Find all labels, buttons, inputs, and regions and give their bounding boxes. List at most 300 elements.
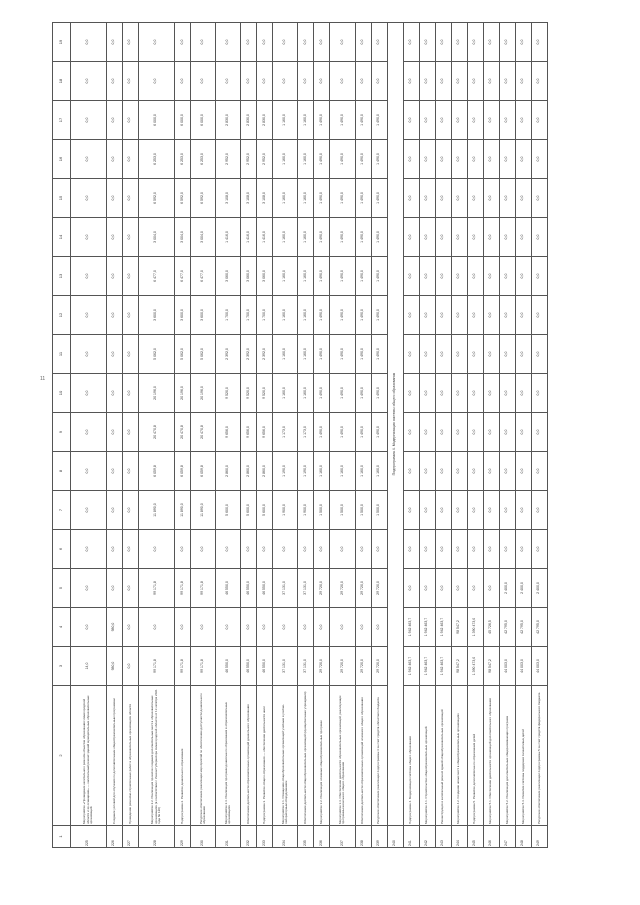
value-cell: 42 795,0 — [499, 608, 515, 647]
rotated-landscape-page — [52, 39, 548, 848]
value-cell: 0,0 — [499, 101, 515, 140]
value-cell: 0,0 — [515, 296, 531, 335]
value-cell: 0,0 — [70, 62, 106, 101]
row-name: Подпрограмма 4. Модернизация системы общего образования — [403, 686, 419, 826]
row-name: Ресурсное обеспечение реализации подпрограммы 5 за счет средств федерального бюджета — [531, 686, 547, 826]
value-cell: 0,0 — [499, 452, 515, 491]
row-name: Обеспечение деятельности общеобразовательных организаций (муниципальные учреждения) — [298, 686, 314, 826]
table-row — [257, 23, 273, 848]
value-cell: 1 942 463,7 — [403, 647, 419, 686]
value-cell: 0,0 — [216, 608, 241, 647]
row-name: Подпрограмма 2. Развитие дошкольного образования — [174, 686, 190, 826]
value-cell: 0,0 — [106, 569, 122, 608]
row-number: 239 — [371, 826, 387, 848]
value-cell: 1 942 463,7 — [403, 608, 419, 647]
value-cell: 0,0 — [435, 335, 451, 374]
value-cell: 0,0 — [435, 257, 451, 296]
table-header-row — [53, 23, 71, 848]
value-cell: 1 490,0 — [371, 374, 387, 413]
value-cell: 2 392,0 — [257, 335, 273, 374]
value-cell: 0,0 — [216, 23, 241, 62]
value-cell: 0,0 — [106, 413, 122, 452]
value-cell: 42 795,0 — [515, 608, 531, 647]
value-cell: 0,0 — [403, 530, 419, 569]
value-cell: 0,0 — [515, 452, 531, 491]
value-cell: 0,0 — [467, 179, 483, 218]
value-cell: 6 592,0 — [174, 179, 190, 218]
value-cell: 0,0 — [419, 62, 435, 101]
value-cell: 0,0 — [419, 413, 435, 452]
value-cell: 46 550,0 — [257, 647, 273, 686]
value-cell: 29 720,0 — [355, 569, 371, 608]
value-cell: 0,0 — [531, 374, 547, 413]
row-name: Ресурсное обеспечение реализации мероприятий по обеспечению доступности дошкольного образования — [190, 686, 215, 826]
value-cell: 0,0 — [70, 179, 106, 218]
row-number: 235 — [298, 826, 314, 848]
table-row — [314, 23, 330, 848]
table-row — [241, 23, 257, 848]
value-cell: 0,0 — [106, 257, 122, 296]
value-cell: 1 160,0 — [273, 296, 298, 335]
value-cell: 0,0 — [298, 530, 314, 569]
value-cell: 3 004,0 — [190, 218, 215, 257]
value-cell: 0,0 — [483, 374, 499, 413]
value-cell: 46 550,0 — [216, 569, 241, 608]
value-cell: 1 490,0 — [330, 101, 355, 140]
value-cell: 0,0 — [483, 140, 499, 179]
row-number: 231 — [216, 826, 241, 848]
value-cell: 0,0 — [174, 23, 190, 62]
value-cell: 0,0 — [122, 179, 138, 218]
value-cell: 20 470,8 — [138, 413, 174, 452]
table-row — [355, 23, 371, 848]
value-cell: 0,0 — [451, 257, 467, 296]
value-cell: 1 490,0 — [355, 140, 371, 179]
value-cell: 0,0 — [435, 140, 451, 179]
value-cell: 0,0 — [273, 62, 298, 101]
value-cell: 2 952,0 — [241, 140, 257, 179]
value-cell: 0,0 — [419, 296, 435, 335]
value-cell: 1 390 473,0 — [467, 608, 483, 647]
value-cell: 0,0 — [419, 569, 435, 608]
value-cell: 0,0 — [419, 101, 435, 140]
value-cell: 980,0 — [106, 647, 122, 686]
value-cell: 46 550,0 — [257, 569, 273, 608]
value-cell: 0,0 — [106, 296, 122, 335]
value-cell: 0,0 — [138, 62, 174, 101]
value-cell: 0,0 — [531, 62, 547, 101]
value-cell: 6 592,0 — [138, 179, 174, 218]
header-cell: 8 — [53, 452, 71, 491]
header-cell: 6 — [53, 530, 71, 569]
value-cell: 1 190,0 — [273, 452, 298, 491]
value-cell: 0,0 — [70, 101, 106, 140]
value-cell: 1 490,0 — [371, 335, 387, 374]
value-cell: 1 490,0 — [330, 140, 355, 179]
value-cell: 0,0 — [435, 62, 451, 101]
row-number: 249 — [531, 826, 547, 848]
row-name: Проведение ремонтно-строительных работ в образовательных организациях области — [122, 686, 138, 826]
header-cell: 3 — [53, 647, 71, 686]
value-cell: 0,0 — [499, 413, 515, 452]
value-cell: 0,0 — [499, 218, 515, 257]
value-cell: 0,0 — [483, 257, 499, 296]
value-cell: 0,0 — [70, 218, 106, 257]
value-cell: 5 600,0 — [241, 491, 257, 530]
value-cell: 0,0 — [70, 140, 106, 179]
value-cell: 0,0 — [483, 452, 499, 491]
table-row — [190, 23, 215, 848]
row-number: 237 — [330, 826, 355, 848]
value-cell: 0,0 — [531, 530, 547, 569]
value-cell: 0,0 — [419, 140, 435, 179]
row-number: 233 — [257, 826, 273, 848]
value-cell: 0,0 — [403, 140, 419, 179]
value-cell: 0,0 — [451, 569, 467, 608]
value-cell: 0,0 — [403, 257, 419, 296]
value-cell: 1 490,0 — [314, 374, 330, 413]
value-cell: 1 160,0 — [273, 374, 298, 413]
value-cell: 1 160,0 — [273, 335, 298, 374]
value-cell: 0,0 — [499, 257, 515, 296]
value-cell: 1 390 473,0 — [467, 647, 483, 686]
value-cell: 0,0 — [403, 452, 419, 491]
value-cell: 0,0 — [298, 608, 314, 647]
row-number: 226 — [106, 826, 122, 848]
value-cell: 1 490,0 — [330, 335, 355, 374]
header-cell: 5 — [53, 569, 71, 608]
header-cell: 19 — [53, 23, 71, 62]
value-cell: 0,0 — [451, 452, 467, 491]
value-cell: 0,0 — [106, 530, 122, 569]
row-number: 225 — [70, 826, 106, 848]
value-cell: 37 131,0 — [273, 647, 298, 686]
table-row — [467, 23, 483, 848]
row-name: Подпрограмма 3. Развитие общего образования — обеспечение деятельности школ — [257, 686, 273, 826]
value-cell: 1 160,0 — [273, 218, 298, 257]
value-cell: 0,0 — [419, 179, 435, 218]
value-cell: 6 477,0 — [138, 257, 174, 296]
value-cell: 0,0 — [403, 413, 419, 452]
value-cell: 1 500,0 — [371, 491, 387, 530]
row-name: Мероприятие 3.2. Реализация основных общеобразовательных программ — [314, 686, 330, 826]
value-cell: 0,0 — [467, 413, 483, 452]
value-cell: 1 490,0 — [355, 296, 371, 335]
row-number: 238 — [355, 826, 371, 848]
value-cell: 29 720,0 — [371, 647, 387, 686]
value-cell: 2 400,0 — [515, 569, 531, 608]
page-number: 11 — [40, 376, 46, 382]
value-cell: 1 490,0 — [330, 296, 355, 335]
value-cell: 0,0 — [499, 179, 515, 218]
value-cell: 1 490,0 — [371, 296, 387, 335]
value-cell: 1 490,0 — [314, 140, 330, 179]
value-cell: 1 490,0 — [371, 140, 387, 179]
value-cell: 0,0 — [515, 218, 531, 257]
value-cell: 2 400,0 — [499, 569, 515, 608]
table-row — [483, 23, 499, 848]
value-cell: 0,0 — [403, 62, 419, 101]
value-cell: 1 942 463,7 — [419, 647, 435, 686]
value-cell: 1 160,0 — [273, 179, 298, 218]
value-cell: 37 131,0 — [298, 647, 314, 686]
value-cell: 2 830,0 — [241, 101, 257, 140]
value-cell: 1 490,0 — [355, 335, 371, 374]
value-cell: 1 160,0 — [298, 101, 314, 140]
value-cell: 3 600,0 — [174, 296, 190, 335]
value-cell: 99 171,8 — [190, 569, 215, 608]
value-cell: 6 253,0 — [138, 140, 174, 179]
value-cell: 0,0 — [499, 491, 515, 530]
value-cell: 0,0 — [467, 101, 483, 140]
row-name: Обеспечение деятельности образовательных организаций основного общего образования — [355, 686, 371, 826]
value-cell: 0,0 — [515, 374, 531, 413]
row-name: Мероприятие 5.1. Обеспечение деятельности организаций дополнительного образования — [483, 686, 499, 826]
value-cell: 0,0 — [419, 218, 435, 257]
table-row — [298, 23, 314, 848]
value-cell: 0,0 — [70, 452, 106, 491]
value-cell: 1 160,0 — [298, 179, 314, 218]
document-sheet — [52, 39, 548, 848]
value-cell: 0,0 — [122, 491, 138, 530]
row-name: Реконструкция и капитальный ремонт зданий общеобразовательных организаций — [435, 686, 451, 826]
value-cell: 0,0 — [122, 257, 138, 296]
table-row — [435, 23, 451, 848]
table-row — [138, 23, 174, 848]
value-cell: 1 500,0 — [355, 491, 371, 530]
value-cell: 29 720,0 — [371, 569, 387, 608]
value-cell: 0,0 — [467, 23, 483, 62]
row-name: Мероприятие 4.2. Создание новых мест в общеобразовательных организациях — [451, 686, 467, 826]
value-cell: 29 720,0 — [355, 647, 371, 686]
value-cell: 0,0 — [403, 296, 419, 335]
value-cell: 0,0 — [106, 374, 122, 413]
row-name: Мероприятие 2.3. Реализация программ дошкольного образования в образовательных организациях — [216, 686, 241, 826]
value-cell: 3 004,0 — [174, 218, 190, 257]
value-cell: 20 470,8 — [174, 413, 190, 452]
value-cell: 0,0 — [419, 452, 435, 491]
value-cell: 1 160,0 — [298, 335, 314, 374]
value-cell: 1 160,0 — [298, 296, 314, 335]
value-cell: 0,0 — [174, 608, 190, 647]
value-cell: 2 952,0 — [216, 140, 241, 179]
value-cell: 0,0 — [106, 101, 122, 140]
value-cell: 0,0 — [435, 101, 451, 140]
value-cell: 37 131,0 — [298, 569, 314, 608]
value-cell: 9 520,0 — [241, 374, 257, 413]
value-cell: 0,0 — [483, 569, 499, 608]
table-row — [451, 23, 467, 848]
value-cell: 99 171,8 — [174, 569, 190, 608]
value-cell: 44 003,0 — [499, 647, 515, 686]
value-cell: 1 490,0 — [371, 257, 387, 296]
value-cell: 0,0 — [515, 413, 531, 452]
value-cell: 3 108,0 — [216, 179, 241, 218]
header-cell: 1 — [53, 826, 71, 848]
value-cell: 0,0 — [216, 530, 241, 569]
value-cell: 3 108,0 — [257, 179, 273, 218]
value-cell: 0,0 — [216, 62, 241, 101]
value-cell: 1 490,0 — [314, 335, 330, 374]
value-cell: 0,0 — [190, 23, 215, 62]
value-cell: 20 196,0 — [174, 374, 190, 413]
value-cell: 42 795,0 — [531, 608, 547, 647]
table-row — [273, 23, 298, 848]
row-number: 240 — [387, 826, 403, 848]
value-cell: 0,0 — [451, 23, 467, 62]
value-cell: 99 171,8 — [138, 569, 174, 608]
table-row — [371, 23, 387, 848]
value-cell: 0,0 — [257, 23, 273, 62]
table-row — [387, 23, 403, 848]
value-cell: 1 160,0 — [298, 257, 314, 296]
header-cell: 10 — [53, 374, 71, 413]
header-cell: 9 — [53, 413, 71, 452]
value-cell: 0,0 — [122, 335, 138, 374]
value-cell: 46 550,0 — [216, 647, 241, 686]
value-cell: 2 400,0 — [531, 569, 547, 608]
value-cell: 0,0 — [241, 608, 257, 647]
value-cell: 46 550,0 — [241, 647, 257, 686]
value-cell: 0,0 — [467, 374, 483, 413]
value-cell: 0,0 — [499, 296, 515, 335]
header-cell: 16 — [53, 140, 71, 179]
value-cell: 0,0 — [403, 218, 419, 257]
value-cell: 0,0 — [138, 530, 174, 569]
value-cell: 0,0 — [499, 23, 515, 62]
value-cell: 37 131,0 — [273, 569, 298, 608]
value-cell: 0,0 — [355, 62, 371, 101]
value-cell: 1 416,0 — [257, 218, 273, 257]
row-number: 246 — [483, 826, 499, 848]
value-cell: 0,0 — [515, 101, 531, 140]
value-cell: 0,0 — [531, 335, 547, 374]
value-cell: 3 600,0 — [138, 296, 174, 335]
value-cell: 2 860,0 — [216, 452, 241, 491]
value-cell: 0,0 — [435, 179, 451, 218]
value-cell: 0,0 — [451, 179, 467, 218]
value-cell: 1 160,0 — [298, 140, 314, 179]
value-cell: 14,0 — [70, 647, 106, 686]
value-cell: 0,0 — [451, 335, 467, 374]
value-cell: 0,0 — [483, 218, 499, 257]
value-cell: 29 720,0 — [330, 647, 355, 686]
value-cell: 0,0 — [371, 608, 387, 647]
value-cell: 0,0 — [451, 218, 467, 257]
value-cell: 0,0 — [531, 491, 547, 530]
value-cell: 0,0 — [355, 23, 371, 62]
value-cell: 0,0 — [531, 413, 547, 452]
value-cell: 0,0 — [515, 491, 531, 530]
value-cell: 20 196,0 — [190, 374, 215, 413]
header-cell: 11 — [53, 335, 71, 374]
value-cell: 0,0 — [531, 23, 547, 62]
value-cell: 0,0 — [467, 335, 483, 374]
value-cell: 1 500,0 — [330, 491, 355, 530]
value-cell: 98 547,2 — [483, 647, 499, 686]
value-cell: 3 004,0 — [138, 218, 174, 257]
value-cell: 0,0 — [435, 218, 451, 257]
value-cell: 0,0 — [241, 62, 257, 101]
value-cell: 44 003,0 — [531, 647, 547, 686]
row-number: 230 — [190, 826, 215, 848]
value-cell: 0,0 — [190, 62, 215, 101]
value-cell: 0,0 — [70, 335, 106, 374]
row-number: 229 — [174, 826, 190, 848]
value-cell: 0,0 — [435, 452, 451, 491]
value-cell: 9 520,0 — [257, 374, 273, 413]
value-cell: 1 490,0 — [355, 101, 371, 140]
value-cell: 1 700,0 — [257, 296, 273, 335]
value-cell: 1 490,0 — [314, 413, 330, 452]
value-cell: 0,0 — [298, 23, 314, 62]
value-cell: 29 720,0 — [330, 569, 355, 608]
value-cell: 1 490,0 — [355, 257, 371, 296]
value-cell: 0,0 — [451, 296, 467, 335]
table-row — [70, 23, 106, 848]
value-cell: 3 060,0 — [241, 257, 257, 296]
value-cell: 0,0 — [122, 218, 138, 257]
row-name: Подпрограмма 5. Развитие дополнительного образования детей — [467, 686, 483, 826]
value-cell: 11 890,0 — [138, 491, 174, 530]
value-cell: 0,0 — [531, 101, 547, 140]
value-cell: 1 900,0 — [273, 491, 298, 530]
value-cell: 980,0 — [106, 608, 122, 647]
value-cell: 1 490,0 — [371, 179, 387, 218]
value-cell: 0,0 — [419, 491, 435, 530]
value-cell: 1 160,0 — [355, 452, 371, 491]
value-cell: 0,0 — [403, 179, 419, 218]
value-cell: 0,0 — [499, 530, 515, 569]
table-row — [174, 23, 190, 848]
value-cell: 0,0 — [273, 608, 298, 647]
value-cell: 1 173,0 — [298, 413, 314, 452]
value-cell: 0,0 — [298, 62, 314, 101]
value-cell: 0,0 — [257, 62, 273, 101]
value-cell: 6 253,0 — [190, 140, 215, 179]
value-cell: 0,0 — [515, 23, 531, 62]
value-cell: 1 700,0 — [241, 296, 257, 335]
value-cell: 0,0 — [314, 62, 330, 101]
value-cell: 6 000,0 — [174, 101, 190, 140]
value-cell: 0,0 — [451, 374, 467, 413]
value-cell: 0,0 — [106, 179, 122, 218]
value-cell: 11 890,0 — [174, 491, 190, 530]
table-row — [330, 23, 355, 848]
row-name: Мероприятие 3.3. Обеспечение деятельности образовательных организаций, реализующих программы начального общего образования — [330, 686, 355, 826]
table-row — [122, 23, 138, 848]
value-cell: 1 490,0 — [355, 413, 371, 452]
value-cell: 0,0 — [122, 140, 138, 179]
value-cell: 0,0 — [371, 530, 387, 569]
value-cell: 0,0 — [435, 413, 451, 452]
row-name: Мероприятие 3.1. Оснащение общеобразовательных организаций учебным и учебно-лабораторным оборудованием — [273, 686, 298, 826]
header-cell: 7 — [53, 491, 71, 530]
row-number: 248 — [515, 826, 531, 848]
value-cell: 0,0 — [451, 530, 467, 569]
value-cell: 0,0 — [531, 218, 547, 257]
value-cell: 0,0 — [314, 608, 330, 647]
value-cell: 1 490,0 — [371, 413, 387, 452]
section-title: Подпрограмма 4. Модернизация системы общего образования — [387, 23, 403, 826]
row-number: 228 — [138, 826, 174, 848]
value-cell: 0,0 — [106, 62, 122, 101]
value-cell: 0,0 — [483, 62, 499, 101]
value-cell: 0,0 — [122, 569, 138, 608]
value-cell: 1 160,0 — [314, 452, 330, 491]
value-cell: 0,0 — [190, 608, 215, 647]
row-number: 247 — [499, 826, 515, 848]
